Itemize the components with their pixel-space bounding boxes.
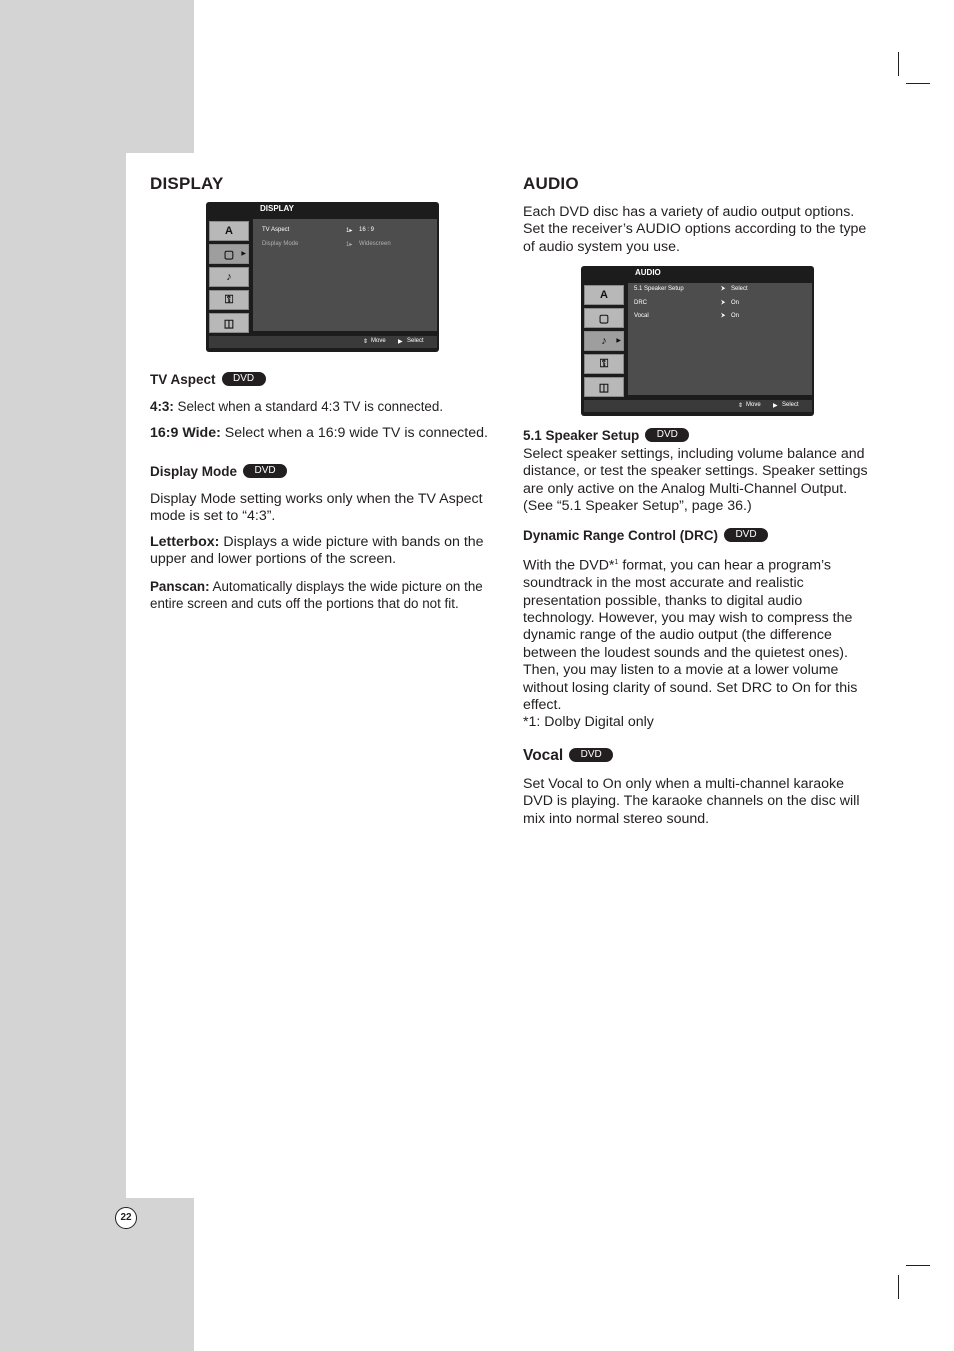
move-icon: ⇕ <box>738 403 744 409</box>
osd-title: AUDIO <box>635 268 661 277</box>
osd-panel <box>253 219 437 331</box>
osd-row-value: Widescreen <box>359 241 391 247</box>
display-mode-letterbox: Letterbox: Displays a wide picture with bands on the upper and lower portions of the screen. <box>150 534 484 568</box>
tv-aspect-option-16-9: 16:9 Wide: Select when a 16:9 wide TV is connected. <box>150 425 488 441</box>
audio-intro: Each DVD disc has a variety of audio output options. Set the receiver’s AUDIO options according to the type of audio system you use. <box>523 204 867 255</box>
osd-others-icon: ◫ <box>209 313 249 333</box>
osd-row-drc <box>634 300 740 306</box>
dvd-badge: DVD <box>724 528 768 542</box>
osd-language-icon: A <box>584 285 624 305</box>
select-arrow-icon: ▶ <box>773 403 778 409</box>
drc-title <box>523 528 768 543</box>
osd-row-display-mode <box>262 241 391 248</box>
crop-mark <box>906 83 930 84</box>
display-osd-menu <box>206 202 439 352</box>
osd-panel <box>628 283 812 395</box>
osd-row-marker: ⮞ <box>721 286 726 292</box>
osd-row-vocal <box>634 313 740 319</box>
crop-mark <box>906 1265 930 1266</box>
move-icon: ⇕ <box>363 339 369 345</box>
speaker-setup-text: Select speaker settings, including volume balance and distance, or test the speaker settings. Speaker settings are only active on the Analog Multi-Channel Output. (See “5.1 Speaker Setup”, page 36.) <box>523 446 868 515</box>
osd-row-label: 5.1 Speaker Setup <box>634 286 684 292</box>
display-mode-panscan: Panscan: Automatically displays the wide picture on the entire screen and cuts off the portions that do not fit. <box>150 579 483 612</box>
crop-mark <box>898 52 899 76</box>
subheading-text: TV Aspect <box>150 372 216 387</box>
osd-hint-bar <box>209 336 437 348</box>
osd-hint-select: Select <box>407 338 424 344</box>
dvd-badge: DVD <box>222 372 266 386</box>
osd-hint-move: Move <box>746 402 761 408</box>
select-arrow-icon: ▶ <box>398 339 403 345</box>
osd-row-label: TV Aspect <box>262 227 290 233</box>
osd-row-tv-aspect <box>262 227 375 234</box>
osd-audio-icon: ♪ <box>209 267 249 287</box>
osd-language-icon: A <box>209 221 249 241</box>
subheading-text: 5.1 Speaker Setup <box>523 428 640 443</box>
subheading-text: Display Mode <box>150 464 238 479</box>
osd-audio-icon: ♪ ▶ <box>584 331 624 351</box>
page-margin-top <box>0 0 194 153</box>
osd-lock-icon: ⚿ <box>584 354 624 374</box>
osd-row-value: Select <box>731 286 748 292</box>
tv-aspect-option-4-3: 4:3: Select when a standard 4:3 TV is connected. <box>150 399 444 414</box>
display-heading: DISPLAY <box>150 174 224 193</box>
dvd-badge: DVD <box>645 428 689 442</box>
osd-hint-bar <box>584 400 812 412</box>
osd-lock-icon: ⚿ <box>209 290 249 310</box>
display-mode-title <box>150 464 287 479</box>
osd-row-marker: 1▸ <box>346 242 353 248</box>
osd-row-speaker-setup <box>634 286 748 292</box>
osd-display-icon: ▢ <box>584 308 624 328</box>
speaker-setup-title <box>523 428 689 443</box>
osd-row-marker: 1▸ <box>346 228 353 234</box>
subheading-text: Dynamic Range Control (DRC) <box>523 528 719 543</box>
page-number: 22 <box>115 1207 137 1229</box>
subheading-text: Vocal <box>523 747 564 764</box>
osd-others-icon: ◫ <box>584 377 624 397</box>
osd-row-label: Vocal <box>634 313 649 319</box>
osd-row-label: Display Mode <box>262 241 299 247</box>
audio-heading: AUDIO <box>523 174 579 193</box>
drc-text: With the DVD*$^1$ format, you can hear a program’s soundtrack in the most accurate and realistic presentation possible, thanks to digital audio technology. However, you may wish to compress the dynamic range of the audio output (the difference between the loudest sounds and the quietest ones). Then, you may listen to a movie at a lower volume without losing clarity of sound. Set DRC to On for this effect. *1: Dolby Digital only <box>523 557 858 731</box>
vocal-text: Set Vocal to On only when a multi-channel karaoke DVD is playing. The karaoke channels on the disc will mix into normal stereo sound. <box>523 776 860 827</box>
page-margin-left <box>0 153 126 1198</box>
vocal-title <box>523 747 613 765</box>
dvd-badge: DVD <box>569 748 613 762</box>
tv-aspect-title <box>150 372 266 387</box>
display-mode-intro: Display Mode setting works only when the TV Aspect mode is set to “4:3”. <box>150 491 483 525</box>
osd-row-value: 16 : 9 <box>359 227 375 233</box>
osd-hint-move: Move <box>371 338 386 344</box>
osd-display-icon: ▢ ▶ <box>209 244 249 264</box>
osd-title: DISPLAY <box>260 204 294 213</box>
osd-row-marker: ⮞ <box>721 313 726 319</box>
dvd-badge: DVD <box>243 464 287 478</box>
audio-osd-menu <box>581 266 814 416</box>
osd-row-label: DRC <box>634 300 647 306</box>
osd-row-marker: ⮞ <box>721 300 726 306</box>
osd-row-value: On <box>731 313 740 319</box>
page-margin-bottom <box>0 1198 194 1351</box>
osd-row-value: On <box>731 300 740 306</box>
osd-hint-select: Select <box>782 402 799 408</box>
drc-footnote: *1: Dolby Digital only <box>523 714 654 731</box>
crop-mark <box>898 1275 899 1299</box>
